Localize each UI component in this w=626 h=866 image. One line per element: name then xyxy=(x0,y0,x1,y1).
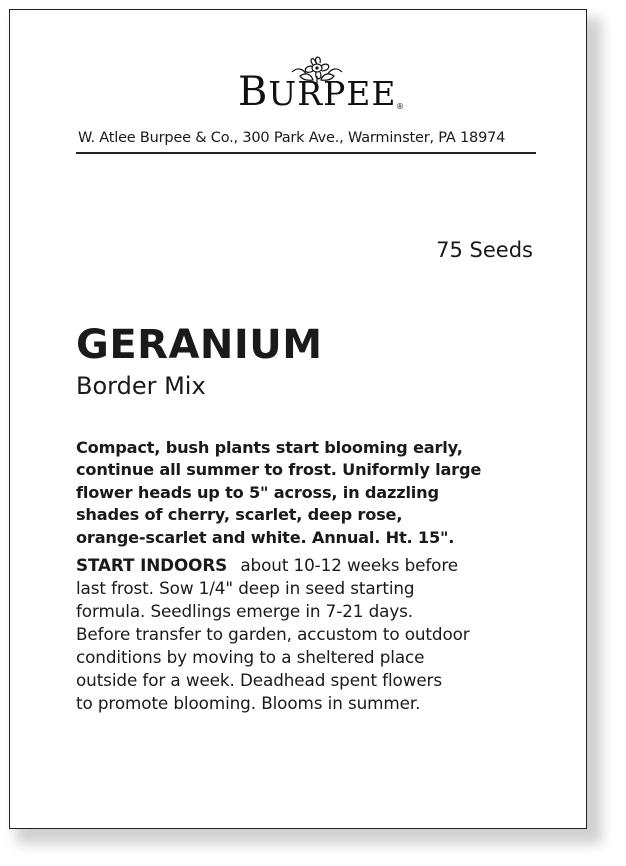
brand-initial: B xyxy=(238,69,269,115)
description-line: shades of cherry, scarlet, deep rose, xyxy=(76,505,403,525)
brand-name xyxy=(238,69,397,115)
instruction-line xyxy=(76,554,546,577)
plant-description xyxy=(76,437,546,549)
instruction-line: outside for a week. Deadhead spent flowers xyxy=(76,670,442,690)
company-address: W. Atlee Burpee & Co., 300 Park Ave., Warminster, PA 18974 xyxy=(78,130,506,146)
instruction-line: to promote blooming. Blooms in summer. xyxy=(76,693,421,713)
description-line: continue all summer to frost. Uniformly large xyxy=(76,460,482,480)
instructions-heading: START INDOORS xyxy=(76,555,228,575)
description-line: flower heads up to 5" across, in dazzling xyxy=(76,482,439,502)
burpee-logo xyxy=(228,54,404,120)
seed-count: 75 Seeds xyxy=(436,238,533,262)
instruction-line: conditions by moving to a sheltered place xyxy=(76,647,425,667)
description-line: Compact, bush plants start blooming early, xyxy=(76,438,463,457)
instruction-text: about 10-12 weeks before xyxy=(240,555,458,575)
address-divider xyxy=(76,152,536,154)
instruction-line: Before transfer to garden, accustom to outdoor xyxy=(76,624,470,644)
registered-mark: ® xyxy=(396,102,404,111)
plant-variety: Border Mix xyxy=(76,372,206,400)
planting-instructions xyxy=(76,554,546,715)
brand-rest: URPEE xyxy=(268,74,397,113)
instruction-line: formula. Seedlings emerge in 7-21 days. xyxy=(76,601,414,621)
description-line: orange-scarlet and white. Annual. Ht. 15". xyxy=(76,527,455,547)
seed-packet xyxy=(9,9,587,829)
plant-name: GERANIUM xyxy=(76,322,323,368)
instruction-line: last frost. Sow 1/4" deep in seed starting xyxy=(76,578,415,598)
